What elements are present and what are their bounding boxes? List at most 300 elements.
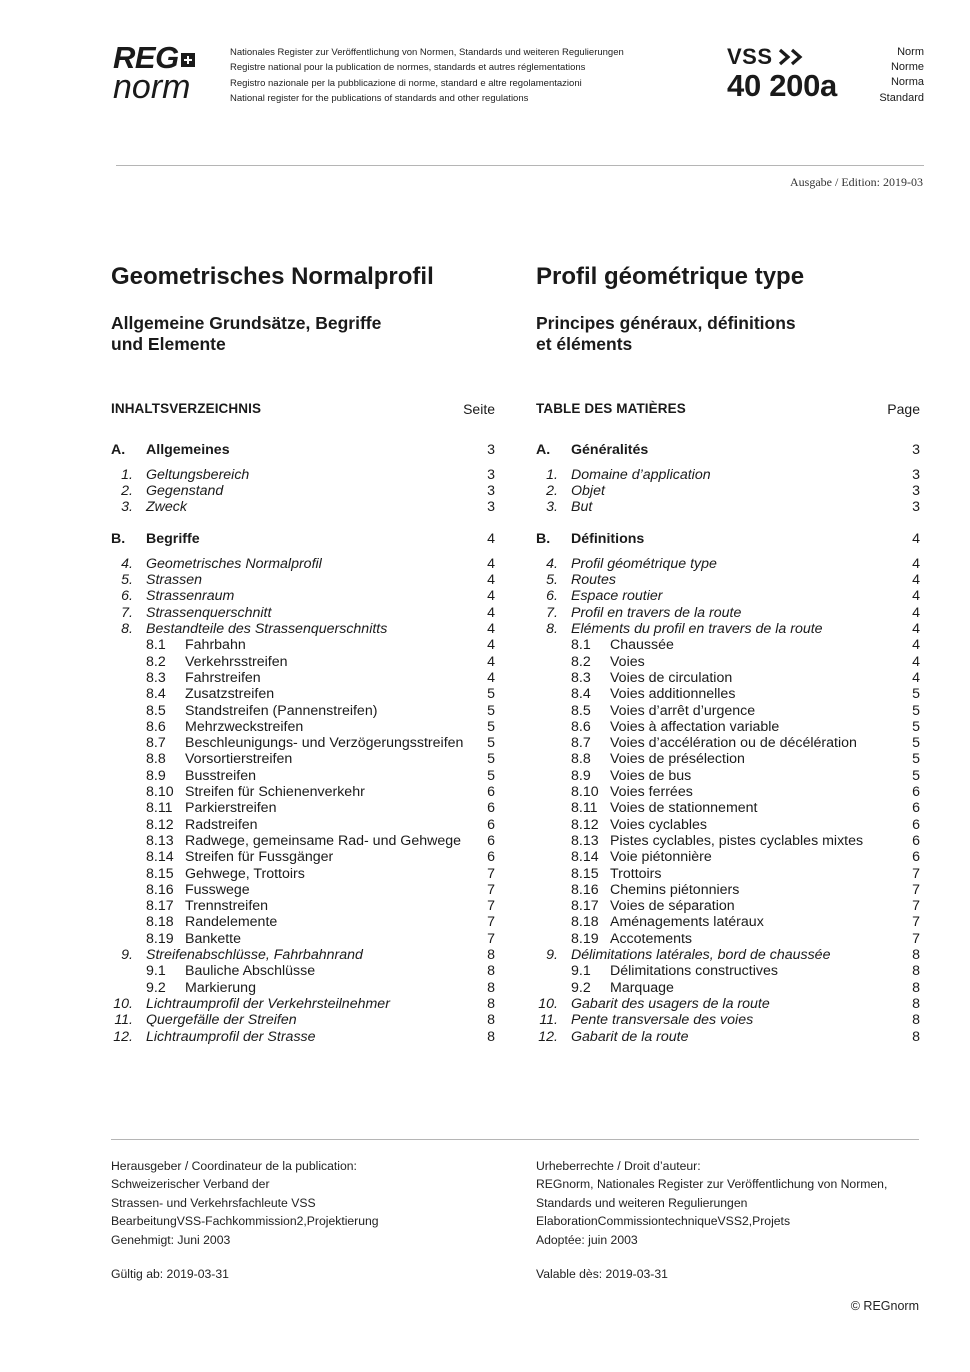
toc-entry-page: 6: [912, 784, 920, 801]
toc-entry-page: 6: [487, 784, 495, 801]
toc-entry-label: Streifenabschlüsse, Fahrbahnrand: [146, 947, 363, 964]
toc-entry[interactable]: [111, 467, 495, 483]
toc-entry-number: 8.10: [571, 784, 599, 801]
toc-entry[interactable]: [111, 572, 495, 588]
toc-entry-number: 8.1: [146, 637, 166, 654]
toc-entry[interactable]: [111, 499, 495, 515]
toc-entry-number: 8.12: [146, 816, 174, 833]
toc-entry-label: Objet: [571, 482, 605, 499]
toc-entry-page: 8: [912, 1012, 920, 1029]
toc-entry-label: Voies: [610, 653, 645, 670]
copyright-notice: © REGnorm: [850, 1299, 919, 1313]
toc-entry-page: 4: [487, 588, 495, 605]
toc-entry-page: 6: [912, 832, 920, 849]
toc-entry-page: 5: [912, 751, 920, 768]
toc-title-french: TABLE DES MATIÈRES: [536, 401, 686, 416]
toc-entry-page: 4: [912, 653, 920, 670]
toc-entry-page: 6: [912, 800, 920, 817]
toc-entry[interactable]: [536, 1029, 920, 1045]
toc-entry-page: 5: [487, 751, 495, 768]
toc-entry-label: Gabarit de la route: [571, 1028, 689, 1045]
toc-entry-page: 6: [912, 816, 920, 833]
toc-entry-label: Vorsortierstreifen: [185, 751, 293, 768]
toc-entry-number: 10.: [113, 995, 133, 1012]
register-line-fr: Registre national pour la publication de normes, standards et autres réglementations: [230, 62, 586, 74]
column-french: [536, 262, 920, 1045]
toc-entry-number: 8.5: [146, 702, 166, 719]
toc-entry[interactable]: [111, 866, 495, 882]
toc-entry[interactable]: [536, 735, 920, 751]
toc-entry-page: 4: [912, 621, 920, 638]
toc-entry[interactable]: [536, 572, 920, 588]
toc-entry-number: 4.: [546, 555, 558, 572]
toc-entry-page: 8: [912, 979, 920, 996]
toc-entry-label: Randelemente: [185, 914, 278, 931]
toc-entry-number: 2.: [546, 482, 558, 499]
toc-entry-number: 8.6: [146, 718, 166, 735]
toc-entry-page: 7: [912, 865, 920, 882]
toc-entry-label: Profil géométrique type: [571, 555, 717, 572]
toc-entry-label: Pistes cyclables, pistes cyclables mixtes: [610, 832, 864, 849]
toc-entry-label: Voies additionnelles: [610, 686, 736, 703]
regnorm-logo: [113, 40, 223, 106]
toc-entry-number: 8.14: [571, 849, 599, 866]
toc-entry-label: Streifen für Fussgänger: [185, 849, 334, 866]
toc-entry-label: Strassenquerschnitt: [146, 604, 272, 621]
toc-entry-label: Voies de stationnement: [610, 800, 758, 817]
toc-entry[interactable]: [111, 637, 495, 653]
toc-entry-label: Trennstreifen: [185, 898, 269, 915]
page-column-label-german: Seite: [463, 401, 495, 417]
toc-entry-label: Zusatzstreifen: [185, 686, 275, 703]
toc-entry-number: 8.8: [571, 751, 591, 768]
toc-entry-label: Accotements: [610, 930, 693, 947]
toc-entry-number: 9.2: [146, 979, 166, 996]
toc-entry-label: Markierung: [185, 979, 256, 996]
toc-entry[interactable]: [536, 914, 920, 930]
toc-entry-page: 3: [912, 466, 920, 483]
toc-entry[interactable]: [536, 719, 920, 735]
toc-entry-number: 8.11: [146, 800, 173, 817]
toc-entry-page: 4: [487, 637, 495, 654]
table-of-contents-french: [536, 442, 920, 1045]
toc-entry[interactable]: [111, 947, 495, 963]
toc-entry-label: Strassen: [146, 572, 202, 589]
toc-entry-label: Aménagements latéraux: [610, 914, 764, 931]
toc-entry[interactable]: [536, 882, 920, 898]
toc-entry-page: 8: [487, 1028, 495, 1045]
toc-entry-label: Radwege, gemeinsame Rad- und Gehwege: [185, 832, 462, 849]
toc-entry-number: 3.: [546, 499, 558, 516]
toc-entry-label: Gegenstand: [146, 482, 224, 499]
toc-entry-page: 7: [912, 881, 920, 898]
toc-entry-number: 8.13: [571, 832, 599, 849]
toc-entry-number: 8.1: [571, 637, 591, 654]
toc-entry-page: 8: [487, 947, 495, 964]
document-type: [879, 45, 924, 106]
toc-entry[interactable]: [536, 605, 920, 621]
toc-entry-number: 8.15: [146, 865, 174, 882]
doctype-en: Standard: [879, 91, 924, 104]
toc-entry-number: 8.2: [146, 653, 166, 670]
toc-entry-number: 6.: [546, 588, 558, 605]
toc-entry-label: Délimitations constructives: [610, 963, 778, 980]
toc-entry[interactable]: [111, 800, 495, 816]
toc-entry[interactable]: [536, 556, 920, 572]
toc-entry[interactable]: [111, 963, 495, 979]
toc-entry[interactable]: [536, 499, 920, 515]
toc-entry-number: 1.: [121, 466, 133, 483]
toc-entry[interactable]: [111, 882, 495, 898]
toc-entry-label: Marquage: [610, 979, 674, 996]
toc-entry-page: 8: [912, 1028, 920, 1045]
toc-entry-label: Voies d’arrêt d’urgence: [610, 702, 756, 719]
toc-entry-number: 8.17: [146, 898, 174, 915]
copyright-info: Urheberrechte / Droit d’auteur: REGnorm, Nationales Register zur Veröffentlichung von Normen, Standards und weiteren Regulierungen ElaborationCommissiontechniqueVSS2,Projets Adoptée: juin 2003: [536, 1159, 888, 1247]
toc-entry-number: 8.17: [571, 898, 599, 915]
toc-entry[interactable]: [111, 1012, 495, 1028]
toc-entry-number: 2.: [121, 482, 133, 499]
toc-entry[interactable]: [111, 719, 495, 735]
toc-entry-number: 6.: [121, 588, 133, 605]
toc-entry[interactable]: [536, 784, 920, 800]
toc-entry-page: 4: [912, 555, 920, 572]
toc-entry[interactable]: [536, 996, 920, 1012]
toc-entry-page: 5: [912, 735, 920, 752]
toc-entry-label: Voies d’accélération ou de décélération: [610, 735, 857, 752]
toc-entry-label: Geometrisches Normalprofil: [146, 555, 322, 572]
toc-entry-label: But: [571, 499, 593, 516]
toc-entry-page: 5: [912, 686, 920, 703]
toc-header-german: [111, 401, 495, 417]
toc-entry-page: 5: [487, 767, 495, 784]
valid-from-german: Gültig ab: 2019-03-31: [111, 1267, 229, 1281]
toc-entry-page: 7: [487, 881, 495, 898]
toc-entry-number: 3.: [121, 499, 133, 516]
toc-entry[interactable]: [536, 980, 920, 996]
toc-entry-page: 8: [912, 947, 920, 964]
toc-entry-label: Fahrstreifen: [185, 669, 261, 686]
toc-entry-label: Profil en travers de la route: [571, 604, 742, 621]
toc-entry-number: 4.: [121, 555, 133, 572]
toc-entry-number: 5.: [121, 572, 133, 589]
toc-entry[interactable]: [111, 817, 495, 833]
toc-entry-label: Lichtraumprofil der Verkehrsteilnehmer: [146, 995, 390, 1012]
toc-entry-page: 6: [487, 800, 495, 817]
toc-entry[interactable]: [536, 800, 920, 816]
toc-entry-page: 6: [487, 832, 495, 849]
toc-entry-number: 9.1: [571, 963, 591, 980]
toc-entry-label: Voies de bus: [610, 767, 692, 784]
toc-section[interactable]: [536, 531, 920, 547]
vss-norm-id: [727, 46, 837, 102]
toc-entry-label: Trottoirs: [610, 865, 662, 882]
toc-entry-page: 8: [912, 963, 920, 980]
toc-entry[interactable]: [111, 654, 495, 670]
toc-spacer: [536, 515, 920, 531]
norm-number: 40 200a: [727, 68, 837, 103]
toc-entry-label: Begriffe: [146, 531, 200, 548]
swiss-cross-icon: [181, 53, 195, 67]
toc-entry-number: 9.: [546, 947, 558, 964]
toc-entry-page: 5: [912, 767, 920, 784]
toc-entry-number: 5.: [546, 572, 558, 589]
toc-entry[interactable]: [111, 914, 495, 930]
toc-entry-label: Lichtraumprofil der Strasse: [146, 1028, 316, 1045]
toc-entry[interactable]: [536, 947, 920, 963]
toc-entry[interactable]: [536, 1012, 920, 1028]
toc-entry-number: 8.13: [146, 832, 174, 849]
toc-entry[interactable]: [536, 849, 920, 865]
toc-entry[interactable]: [536, 898, 920, 914]
toc-entry-number: 8.3: [146, 669, 166, 686]
toc-entry-number: 8.2: [571, 653, 591, 670]
toc-entry-page: 5: [487, 686, 495, 703]
toc-entry-label: Radstreifen: [185, 816, 258, 833]
toc-entry[interactable]: [111, 980, 495, 996]
toc-entry-number: 8.19: [146, 930, 174, 947]
toc-entry[interactable]: [111, 670, 495, 686]
toc-entry-label: Standstreifen (Pannenstreifen): [185, 702, 378, 719]
toc-entry[interactable]: [536, 654, 920, 670]
toc-entry[interactable]: [111, 605, 495, 621]
toc-entry-page: 4: [487, 604, 495, 621]
toc-entry-number: 8.9: [146, 767, 166, 784]
toc-entry-number: 10.: [538, 995, 558, 1012]
toc-entry-page: 7: [912, 914, 920, 931]
toc-entry-number: 8.8: [146, 751, 166, 768]
toc-entry-page: 4: [487, 572, 495, 589]
register-line-it: Registro nazionale per la pubblicazione di norme, standard e altre regolamentazioni: [230, 77, 582, 89]
toc-entry-number: 9.1: [146, 963, 166, 980]
toc-entry-number: 8.11: [571, 800, 598, 817]
valid-from-french: Valable dès: 2019-03-31: [536, 1267, 668, 1281]
toc-section[interactable]: [111, 531, 495, 547]
toc-entry[interactable]: [111, 735, 495, 751]
toc-entry-label: Voies de circulation: [610, 669, 733, 686]
toc-title-german: INHALTSVERZEICHNIS: [111, 401, 262, 416]
toc-entry-page: 8: [487, 995, 495, 1012]
toc-entry[interactable]: [111, 898, 495, 914]
toc-entry-page: 7: [912, 898, 920, 915]
toc-entry-label: Strassenraum: [146, 588, 235, 605]
toc-entry-number: A.: [111, 442, 126, 458]
toc-entry-number: A.: [536, 442, 551, 458]
toc-entry-number: 7.: [546, 604, 558, 621]
toc-entry-label: Domaine d’application: [571, 466, 711, 483]
logo-reg-text: REG: [113, 40, 179, 75]
toc-entry[interactable]: [536, 768, 920, 784]
toc-entry-page: 3: [487, 466, 495, 483]
toc-entry-label: Espace routier: [571, 588, 663, 605]
toc-entry-number: 8.: [546, 621, 558, 638]
toc-entry-number: B.: [536, 531, 551, 548]
publisher-info: Herausgeber / Coordinateur de la publication: Schweizerischer Verband der Strassen- und Verkehrsfachleute VSS BearbeitungVSS-Fachkommission2,Projektierung Genehmigt: Juni 2003: [111, 1159, 379, 1247]
doctype-fr: Norme: [890, 61, 924, 74]
toc-entry-page: 4: [487, 555, 495, 572]
toc-entry-page: 8: [912, 995, 920, 1012]
toc-entry-page: 7: [912, 930, 920, 947]
toc-entry-page: 6: [487, 849, 495, 866]
toc-entry-number: 8.4: [571, 686, 591, 703]
toc-entry-number: 8.16: [571, 881, 599, 898]
toc-entry[interactable]: [111, 784, 495, 800]
toc-entry[interactable]: [536, 621, 920, 637]
toc-entry-page: 3: [912, 442, 920, 458]
toc-entry-page: 7: [487, 914, 495, 931]
toc-entry-label: Parkierstreifen: [185, 800, 277, 817]
toc-entry-number: 12.: [538, 1028, 558, 1045]
toc-entry[interactable]: [111, 996, 495, 1012]
toc-entry-number: 8.18: [571, 914, 599, 931]
toc-entry-page: 7: [487, 930, 495, 947]
toc-entry-label: Définitions: [571, 531, 645, 548]
toc-entry[interactable]: [536, 963, 920, 979]
title-german: Geometrisches Normalprofil: [111, 263, 434, 290]
toc-entry[interactable]: [111, 849, 495, 865]
toc-entry-label: Chemins piétonniers: [610, 881, 740, 898]
toc-entry-page: 8: [487, 979, 495, 996]
toc-entry-number: 8.15: [571, 865, 599, 882]
toc-entry[interactable]: [111, 833, 495, 849]
toc-entry-label: Fusswege: [185, 881, 250, 898]
toc-entry-label: Voies ferrées: [610, 784, 693, 801]
footer-divider: [111, 1139, 919, 1140]
toc-entry-number: 11.: [114, 1012, 133, 1029]
register-descriptions: [230, 45, 624, 107]
toc-section[interactable]: [111, 442, 495, 458]
toc-entry[interactable]: [111, 751, 495, 767]
toc-entry-page: 5: [912, 718, 920, 735]
toc-entry-label: Verkehrsstreifen: [185, 653, 288, 670]
toc-entry[interactable]: [536, 751, 920, 767]
toc-entry[interactable]: [536, 467, 920, 483]
toc-entry-label: Généralités: [571, 442, 649, 458]
toc-entry-label: Eléments du profil en travers de la route: [571, 621, 823, 638]
doctype-it: Norma: [890, 76, 924, 89]
toc-entry[interactable]: [111, 621, 495, 637]
toc-entry-page: 4: [912, 572, 920, 589]
toc-entry-label: Voies à affectation variable: [610, 718, 780, 735]
toc-entry-page: 5: [487, 702, 495, 719]
toc-entry-page: 3: [912, 482, 920, 499]
toc-entry-page: 4: [487, 621, 495, 638]
edition-label: Ausgabe / Edition: 2019-03: [790, 175, 923, 189]
header-divider: [116, 165, 924, 166]
toc-entry-label: Pente transversale des voies: [571, 1012, 754, 1029]
toc-entry[interactable]: [111, 483, 495, 499]
register-line-de: Nationales Register zur Veröffentlichung von Normen, Standards und weiteren Regulierungen: [230, 47, 624, 58]
toc-entry[interactable]: [536, 931, 920, 947]
toc-entry-number: B.: [111, 531, 126, 548]
toc-entry[interactable]: [111, 1029, 495, 1045]
toc-entry-number: 8.16: [146, 881, 174, 898]
toc-entry-label: Délimitations latérales, bord de chaussée: [571, 947, 831, 964]
toc-entry[interactable]: [111, 588, 495, 604]
toc-entry[interactable]: [536, 670, 920, 686]
toc-entry-page: 5: [487, 718, 495, 735]
toc-entry-label: Bestandteile des Strassenquerschnitts: [146, 621, 388, 638]
toc-entry-page: 3: [912, 499, 920, 516]
toc-entry-number: 7.: [121, 604, 133, 621]
toc-entry-page: 4: [912, 588, 920, 605]
doctype-de: Norm: [897, 46, 924, 58]
toc-entry-label: Beschleunigungs- und Verzögerungsstreifen: [185, 735, 464, 752]
toc-entry-label: Bauliche Abschlüsse: [185, 963, 316, 980]
toc-entry-label: Voies de présélection: [610, 751, 745, 768]
toc-section[interactable]: [536, 442, 920, 458]
toc-entry-page: 3: [487, 442, 495, 458]
toc-entry[interactable]: [536, 703, 920, 719]
toc-entry-number: 8.5: [571, 702, 591, 719]
toc-entry-page: 4: [912, 531, 920, 548]
toc-entry-page: 4: [487, 669, 495, 686]
register-line-en: National register for the publications of standards and other regulations: [230, 93, 529, 105]
toc-entry-page: 8: [487, 1012, 495, 1029]
toc-entry-number: 12.: [113, 1028, 133, 1045]
toc-entry[interactable]: [111, 703, 495, 719]
toc-entry[interactable]: [536, 637, 920, 653]
toc-entry-label: Mehrzweckstreifen: [185, 718, 304, 735]
toc-entry-label: Busstreifen: [185, 767, 256, 784]
toc-entry[interactable]: [536, 483, 920, 499]
toc-entry-label: Chaussée: [610, 637, 674, 654]
toc-entry-number: 8.18: [146, 914, 174, 931]
toc-entry-number: 1.: [546, 466, 558, 483]
toc-entry-number: 8.4: [146, 686, 166, 703]
column-german: [111, 262, 495, 1045]
toc-entry-label: Gabarit des usagers de la route: [571, 995, 770, 1012]
toc-header-french: [536, 401, 920, 417]
toc-entry-page: 3: [487, 482, 495, 499]
page-column-label-french: Page: [887, 401, 920, 417]
toc-entry[interactable]: [536, 866, 920, 882]
toc-entry-number: 9.2: [571, 979, 591, 996]
toc-entry-number: 8.12: [571, 816, 599, 833]
toc-entry-page: 6: [487, 816, 495, 833]
toc-entry-number: 8.14: [146, 849, 174, 866]
toc-entry[interactable]: [111, 931, 495, 947]
toc-entry-label: Voie piétonnière: [610, 849, 712, 866]
toc-entry-label: Geltungsbereich: [146, 466, 250, 483]
toc-entry[interactable]: [536, 686, 920, 702]
toc-entry-label: Streifen für Schienenverkehr: [185, 784, 365, 801]
toc-entry-page: 6: [912, 849, 920, 866]
toc-entry-number: 8.10: [146, 784, 174, 801]
toc-entry-label: Gehwege, Trottoirs: [185, 865, 305, 882]
toc-entry-number: 8.: [121, 621, 133, 638]
toc-entry[interactable]: [111, 686, 495, 702]
toc-entry[interactable]: [536, 833, 920, 849]
toc-entry-number: 8.3: [571, 669, 591, 686]
title-french: Profil géométrique type: [536, 263, 805, 290]
toc-entry-number: 11.: [539, 1012, 558, 1029]
toc-entry[interactable]: [536, 817, 920, 833]
vss-chevrons-icon: [776, 47, 806, 67]
toc-entry-label: Fahrbahn: [185, 637, 246, 654]
toc-entry-page: 4: [912, 604, 920, 621]
toc-entry[interactable]: [536, 588, 920, 604]
toc-entry-number: 8.19: [571, 930, 599, 947]
toc-entry-page: 7: [487, 865, 495, 882]
toc-entry-number: 8.9: [571, 767, 591, 784]
toc-entry[interactable]: [111, 768, 495, 784]
logo-norm-text: norm: [113, 68, 191, 106]
toc-entry-label: Routes: [571, 572, 616, 589]
toc-entry-page: 7: [487, 898, 495, 915]
toc-entry[interactable]: [111, 556, 495, 572]
toc-entry-label: Voies de séparation: [610, 898, 735, 915]
